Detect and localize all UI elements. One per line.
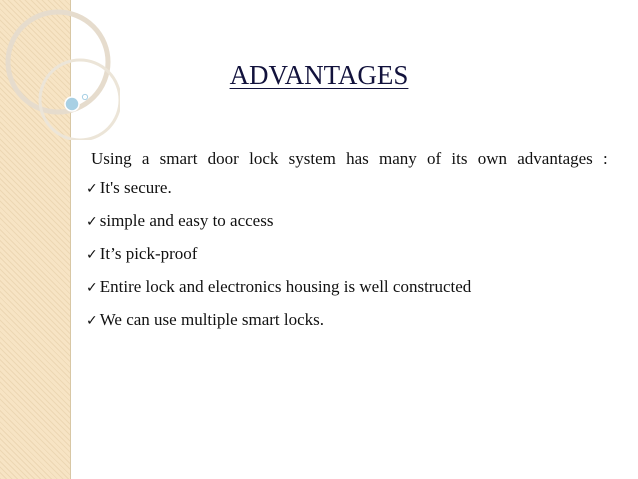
item-text: We can use multiple smart locks.: [99, 310, 325, 329]
slide-title: ADVANTAGES: [229, 60, 409, 90]
advantages-list: [86, 172, 616, 337]
check-icon: ✓: [86, 214, 98, 230]
list-item: [86, 238, 616, 271]
item-text: Entire lock and electronics housing is well constructed: [99, 277, 472, 296]
list-item: [86, 304, 616, 337]
item-text: simple and easy to access: [99, 211, 274, 230]
check-icon: ✓: [86, 313, 98, 329]
list-item: [86, 271, 616, 304]
item-text: It’s pick-proof: [99, 244, 198, 263]
intro-text: Using a smart door lock system has many of its own advantages :: [91, 149, 608, 168]
list-item: [86, 205, 616, 238]
decor-dot-small: [82, 94, 87, 99]
content-body: [86, 145, 616, 337]
check-icon: ✓: [86, 247, 98, 263]
check-icon: ✓: [86, 181, 98, 197]
decor-dot-large: [65, 97, 79, 111]
list-item: [86, 172, 616, 205]
check-icon: ✓: [86, 280, 98, 296]
item-text: It's secure.: [99, 178, 172, 197]
